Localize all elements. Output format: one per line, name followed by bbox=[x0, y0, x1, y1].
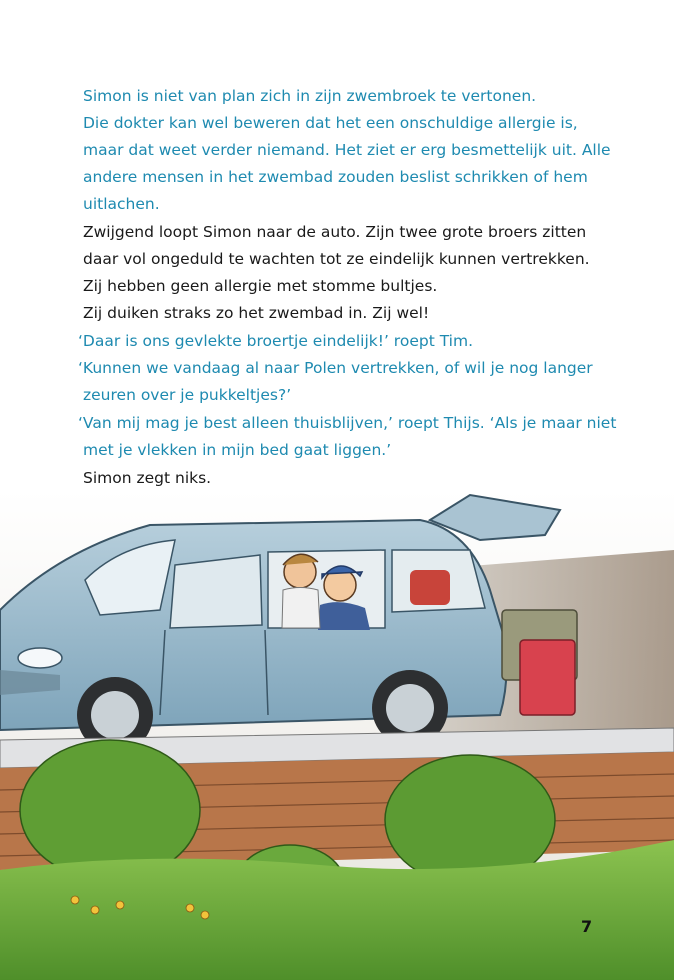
text-line: Zij duiken straks zo het zwembad in. Zij wel! bbox=[83, 304, 430, 322]
text-line: daar vol ongeduld te wachten tot ze eindelijk kunnen vertrekken. bbox=[83, 250, 590, 268]
text-line: ‘Daar is ons gevlekte broertje eindelijk!’ roept Tim. bbox=[78, 332, 474, 350]
text-line: ‘Kunnen we vandaag al naar Polen vertrekken, of wil je nog langer bbox=[78, 359, 593, 377]
text-line: Simon is niet van plan zich in zijn zwembroek te vertonen. bbox=[83, 87, 537, 105]
text-line: zeuren over je pukkeltjes?’ bbox=[83, 386, 292, 404]
text-line: Zwijgend loopt Simon naar de auto. Zijn twee grote broers zitten bbox=[83, 223, 587, 241]
text-line: andere mensen in het zwembad zouden beslist schrikken of hem bbox=[83, 168, 588, 186]
text-line: Zij hebben geen allergie met stomme bultjes. bbox=[83, 277, 438, 295]
text-line: met je vlekken in mijn bed gaat liggen.’ bbox=[83, 441, 392, 459]
text-line: ‘Van mij mag je best alleen thuisblijven,’ roept Thijs. ‘Als je maar niet bbox=[78, 414, 617, 432]
text-line: Die dokter kan wel beweren dat het een onschuldige allergie is, bbox=[83, 114, 578, 132]
text-line: Simon zegt niks. bbox=[83, 469, 212, 487]
text-line: uitlachen. bbox=[83, 195, 160, 213]
text-line: maar dat weet verder niemand. Het ziet er erg besmettelijk uit. Alle bbox=[83, 141, 611, 159]
page-number: 7 bbox=[581, 917, 593, 936]
suitcase-red bbox=[520, 640, 575, 715]
front-window bbox=[170, 555, 262, 628]
car-illustration bbox=[0, 490, 674, 980]
